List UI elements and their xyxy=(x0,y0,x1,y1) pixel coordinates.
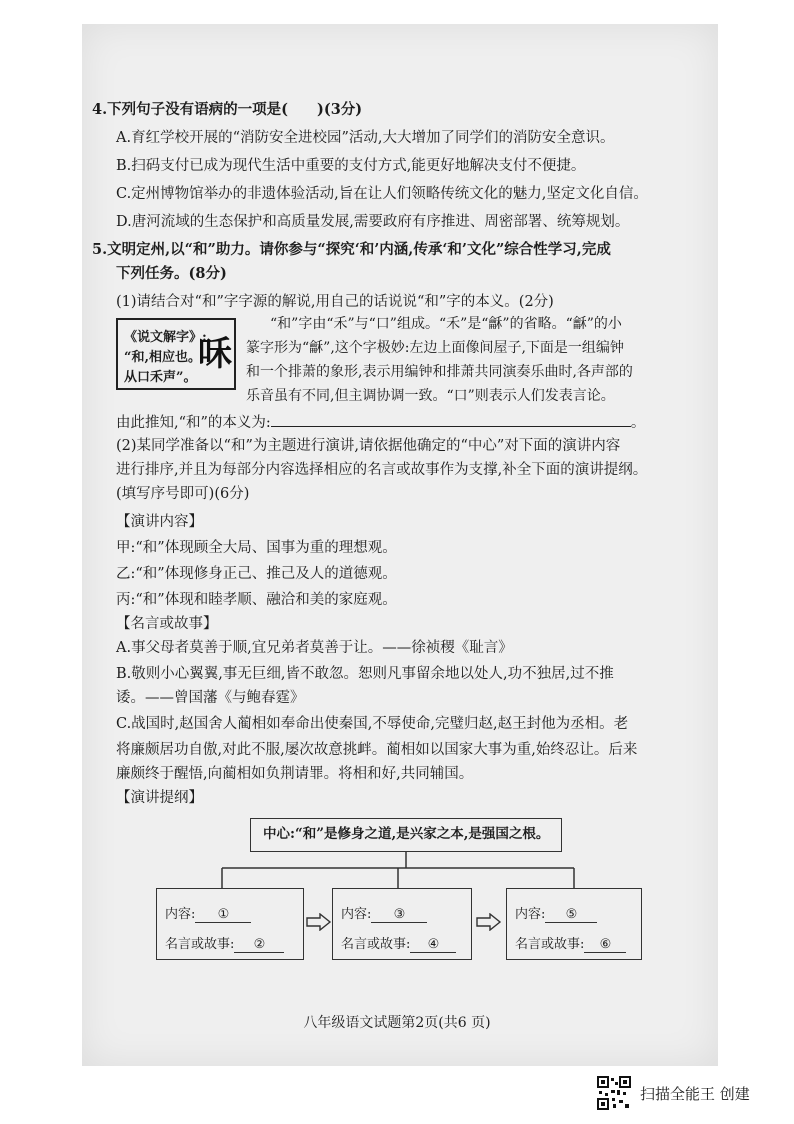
q4-stem: 4.下列句子没有语病的一项是( )(3分) xyxy=(92,101,363,118)
box1-content-answer[interactable]: ① xyxy=(195,907,251,923)
outline-box-3 xyxy=(506,888,642,960)
quote-c-line1: C.战国时,赵国舍人蔺相如奉命出使秦国,不辱使命,完璧归赵,赵王封他为丞相。老 xyxy=(116,716,629,732)
outline-box-1 xyxy=(156,888,304,960)
box2-quote-answer[interactable]: ④ xyxy=(410,937,456,953)
q5-stem-line2: 下列任务。(8分) xyxy=(116,265,227,282)
arrow-right-icon xyxy=(306,913,332,931)
speech-content-header: 【演讲内容】 xyxy=(116,514,203,530)
box1-content-label: 内容: xyxy=(165,907,196,922)
explain-line-4: 乐音虽有不同,但主调协调一致。“口”则表示人们发表言论。 xyxy=(246,388,615,404)
outline-center-box: 中心:“和”是修身之道,是兴家之本,是强国之根。 xyxy=(250,818,562,852)
box3-quote-answer[interactable]: ⑥ xyxy=(584,937,626,953)
outline-header: 【演讲提纲】 xyxy=(116,790,203,806)
quote-c-line2: 将廉颇居功自傲,对此不服,屡次故意挑衅。蔺相如以国家大事为重,始终忍让。后来 xyxy=(116,742,638,758)
box1-quote-answer[interactable]: ② xyxy=(234,937,284,953)
quote-line-3: 从口禾声”。 xyxy=(124,370,197,385)
outline-box-2 xyxy=(332,888,472,960)
q5-stem-line1: 5.文明定州,以“和”助力。请你参与“探究‘和’内涵,传承‘和’文化”综合性学习,完成 xyxy=(92,241,611,258)
quote-a: A.事父母者莫善于顺,宜兄弟者莫善于让。——徐祯稷《耻言》 xyxy=(116,640,513,656)
infer-end: 。 xyxy=(630,415,646,431)
seal-character-image: 咊 xyxy=(198,334,232,374)
quote-line-1: 《说文解字》: xyxy=(124,330,207,345)
quotes-header: 【名言或故事】 xyxy=(116,616,218,632)
content-yi: 乙:“和”体现修身正己、推己及人的道德观。 xyxy=(116,566,397,582)
q5-subquestion-1: (1)请结合对“和”字字源的解说,用自己的话说说“和”字的本义。(2分) xyxy=(116,294,554,310)
box2-quote-label: 名言或故事: xyxy=(341,937,411,952)
q4-option-a: A.育红学校开展的“消防安全进校园”活动,大大增加了同学们的消防安全意识。 xyxy=(116,130,615,146)
q4-option-b: B.扫码支付已成为现代生活中重要的支付方式,能更好地解决支付不便捷。 xyxy=(116,158,586,174)
content-bing: 丙:“和”体现和睦孝顺、融洽和美的家庭观。 xyxy=(116,592,397,608)
content-jia: 甲:“和”体现顾全大局、国事为重的理想观。 xyxy=(116,540,397,556)
box1-quote-label: 名言或故事: xyxy=(165,937,235,952)
box2-content-answer[interactable]: ③ xyxy=(371,907,427,923)
quote-b-line2: 诿。——曾国藩《与鲍春霆》 xyxy=(116,690,305,706)
explain-line-3: 和一个排萧的象形,表示用编钟和排萧共同演奏乐曲时,各声部的 xyxy=(246,364,633,380)
arrow-right-icon xyxy=(476,913,502,931)
qr-code-icon xyxy=(597,1076,631,1110)
scanner-watermark: 扫描全能王 创建 xyxy=(640,1085,750,1103)
box3-content-label: 内容: xyxy=(515,907,546,922)
explain-line-1: “和”字由“禾”与“口”组成。“禾”是“龢”的省略。“龢”的小 xyxy=(270,316,622,332)
infer-label: 由此推知,“和”的本义为: xyxy=(116,415,271,431)
box3-content-answer[interactable]: ⑤ xyxy=(545,907,597,923)
q4-option-c: C.定州博物馆举办的非遗体验活动,旨在让人们领略传统文化的魅力,坚定文化自信。 xyxy=(116,186,648,202)
q5-subquestion-2-line3: (填写序号即可)(6分) xyxy=(116,486,250,502)
q4-option-d: D.唐河流域的生态保护和高质量发展,需要政府有序推进、周密部署、统筹规划。 xyxy=(116,214,630,230)
q5-subquestion-2-line1: (2)某同学准备以“和”为主题进行演讲,请依据他确定的“中心”对下面的演讲内容 xyxy=(116,438,621,454)
q5-subquestion-2-line2: 进行排序,并且为每部分内容选择相应的名言或故事作为支撑,补全下面的演讲提纲。 xyxy=(116,462,648,478)
page-footer: 八年级语文试题第2页(共6 页) xyxy=(303,1015,491,1031)
explain-line-2: 篆字形为“龢”,这个字极妙:左边上面像间屋子,下面是一组编钟 xyxy=(246,340,624,356)
quote-line-2: “和,相应也。 xyxy=(124,350,202,365)
box2-content-label: 内容: xyxy=(341,907,372,922)
quote-c-line3: 廉颇终于醒悟,向蔺相如负荆请罪。将相和好,共同辅国。 xyxy=(116,766,474,782)
quote-b-line1: B.敬则小心翼翼,事无巨细,皆不敢忽。恕则凡事留余地以处人,功不独居,过不推 xyxy=(116,666,614,682)
box3-quote-label: 名言或故事: xyxy=(515,937,585,952)
